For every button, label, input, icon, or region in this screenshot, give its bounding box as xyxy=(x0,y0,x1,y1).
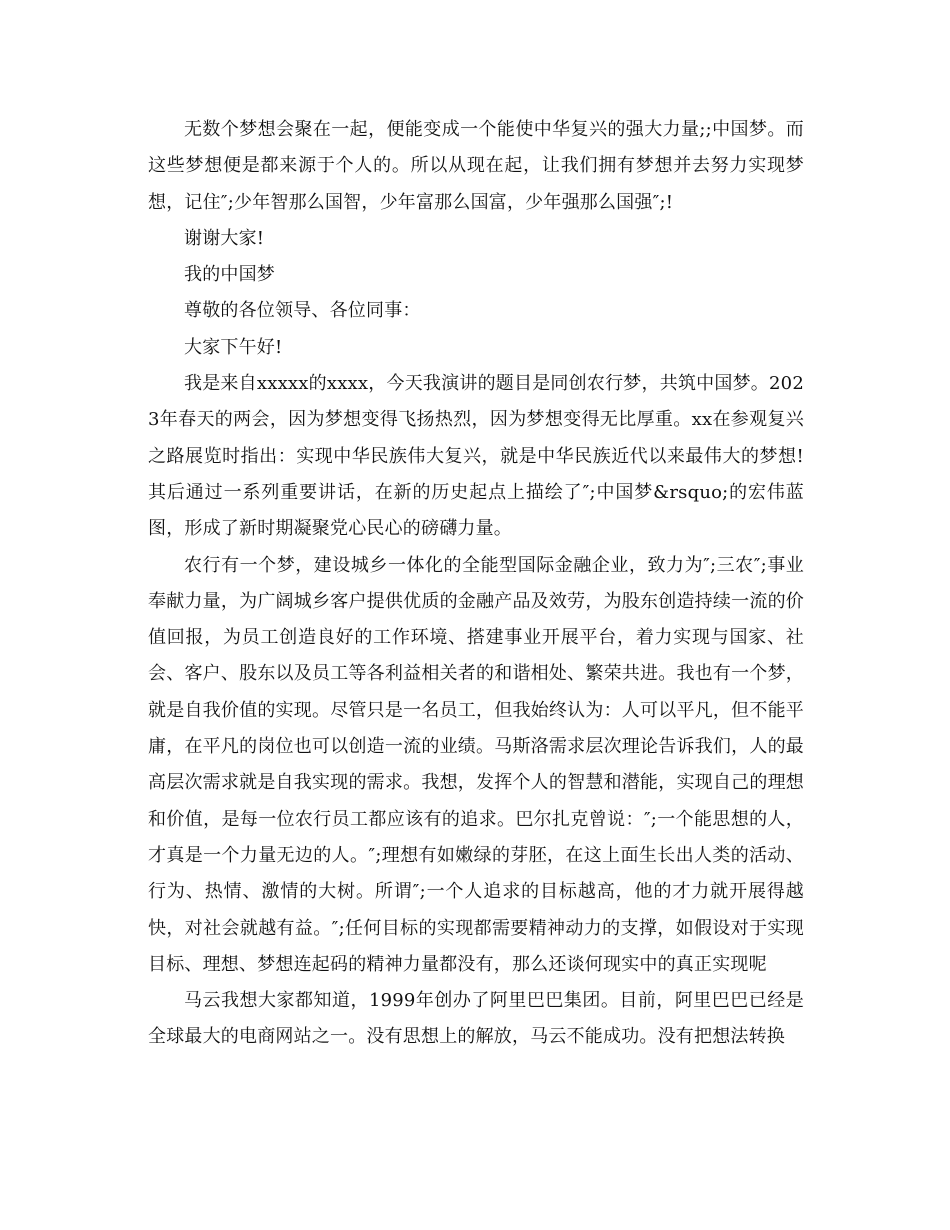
paragraph-salutation: 尊敬的各位领导、各位同事： xyxy=(184,300,421,322)
paragraph-introduction: 我是来自xxxxx的xxxx，今天我演讲的题目是同创农行梦，共筑中国梦。2023年春天的两会，因为梦想变得飞扬热烈，因为梦想变得无比厚重。xx在参观复兴之路展览时指出：实现中华民族伟大复兴，就是中华民族近代以来最伟大的梦想!其后通过一系列重要讲话，在新的历史起点上描绘了″;中国梦&rsquo;的宏伟蓝图，形成了新时期凝聚党心民心的磅礴力量。 xyxy=(148,373,804,540)
paragraph-title: 我的中国梦 xyxy=(184,264,275,286)
paragraph-dream-conclusion: 无数个梦想会聚在一起，便能变成一个能使中华复兴的强大力量;;中国梦。而这些梦想便是都来源于个人的。所以从现在起，让我们拥有梦想并去努力实现梦想，记住″;少年智那么国智，少年富那么国富，少年强那么国强″;! xyxy=(148,119,804,213)
paragraph-abc-dream: 农行有一个梦，建设城乡一体化的全能型国际金融企业，致力为″;三农″;事业奉献力量，为广阔城乡客户提供优质的金融产品及效劳，为股东创造持续一流的价值回报，为员工创造良好的工作环境、搭建事业开展平台，着力实现与国家、社会、客户、股东以及员工等各利益相关者的和谐相处、繁荣共进。我也有一个梦，就是自我价值的实现。尽管只是一名员工，但我始终认为：人可以平凡，但不能平庸，在平凡的岗位也可以创造一流的业绩。马斯洛需求层次理论告诉我们，人的最高层次需求就是自我实现的需求。我想，发挥个人的智慧和潜能，实现自己的理想和价值，是每一位农行员工都应该有的追求。巴尔扎克曾说：″;一个能思想的人，才真是一个力量无边的人。″;理想有如嫩绿的芽胚，在这上面生长出人类的活动、行为、热情、激情的大树。所谓″;一个人追求的目标越高，他的才力就开展得越快，对社会就越有益。″;任何目标的实现都需要精神动力的支撑，如假设对于实现目标、理想、梦想连起码的精神力量都没有，那么还谈何现实中的真正实现呢 xyxy=(148,554,804,975)
paragraph-thanks: 谢谢大家! xyxy=(184,227,265,249)
paragraph-greeting: 大家下午好! xyxy=(184,336,283,358)
paragraph-jack-ma: 马云我想大家都知道，1999年创办了阿里巴巴集团。目前，阿里巴巴已经是全球最大的电商网站之一。没有思想上的解放，马云不能成功。没有把想法转换 xyxy=(148,990,804,1048)
document-body xyxy=(148,112,804,1056)
